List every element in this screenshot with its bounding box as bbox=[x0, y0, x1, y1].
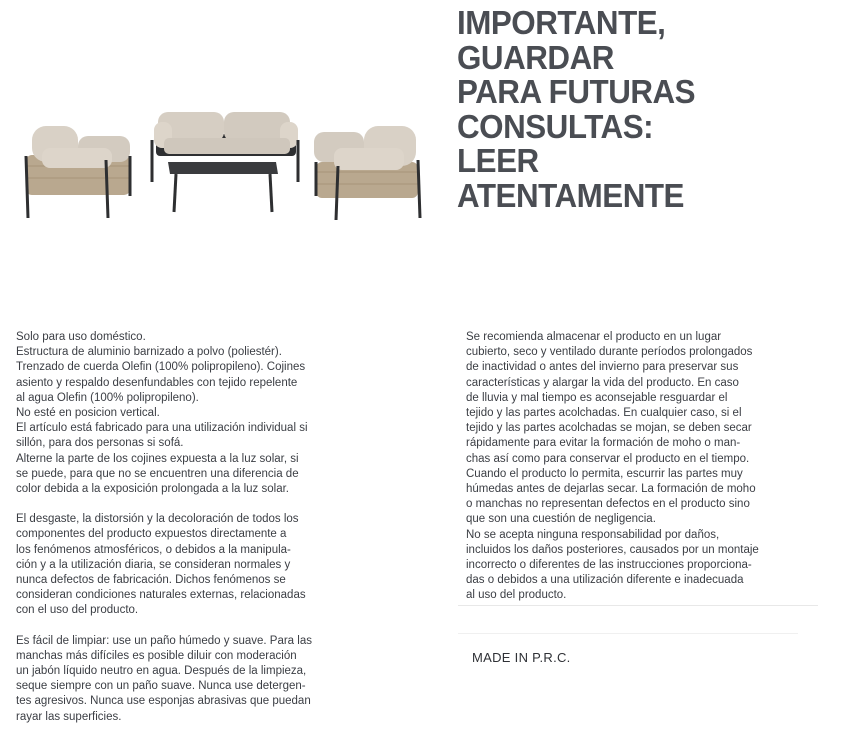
right-text-column bbox=[466, 330, 826, 604]
text-line: asiento y respaldo desenfundables con tejido repelente bbox=[16, 376, 298, 389]
text-line: húmedas antes de dejarlas secar. La formación de moho bbox=[466, 483, 756, 496]
text-line: al uso del producto. bbox=[466, 589, 567, 602]
text-line: sillón, para dos personas si sofá. bbox=[16, 437, 184, 450]
text-line: El artículo está fabricado para una utilización individual si bbox=[16, 422, 308, 435]
left-text-column bbox=[16, 330, 366, 725]
text-line: tejido y las partes acolchadas se mojan, se deben secar bbox=[466, 422, 752, 435]
text-line: se puede, para que no se encuentren una diferencia de bbox=[16, 467, 299, 480]
text-line: incorrecto o diferentes de las instrucciones proporciona- bbox=[466, 559, 752, 572]
text-line: Cuando el producto lo permita, escurrir las partes muy bbox=[466, 467, 743, 480]
furniture-set-illustration bbox=[18, 100, 428, 230]
text-line: un jabón líquido neutro en agua. Después de la limpieza, bbox=[16, 665, 307, 678]
divider bbox=[458, 605, 818, 606]
text-line: que son una cuestión de negligencia. bbox=[466, 513, 656, 526]
divider bbox=[458, 633, 798, 634]
text-line: No esté en posicion vertical. bbox=[16, 407, 160, 420]
headline bbox=[457, 6, 695, 213]
text-line: consideran condiciones naturales externas, relacionadas bbox=[16, 589, 306, 602]
headline-line: PARA FUTURAS bbox=[457, 73, 696, 110]
text-line: Se recomienda almacenar el producto en un lugar bbox=[466, 331, 722, 343]
coffee-table bbox=[168, 162, 278, 212]
text-line: rápidamente para evitar la formación de moho o man- bbox=[466, 437, 741, 450]
headline-line: LEER bbox=[457, 142, 539, 179]
text-line: manchas más difíciles es posible diluir con moderación bbox=[16, 649, 297, 662]
text-line: ción y a la utilización diaria, se consideran normales y bbox=[16, 558, 291, 571]
text-line: tes agresivos. Nunca use esponjas abrasivas que puedan bbox=[16, 695, 311, 708]
text-line: Solo para uso doméstico. bbox=[16, 331, 146, 343]
usage-paragraph bbox=[16, 330, 366, 497]
text-line: Es fácil de limpiar: use un paño húmedo y suave. Para las bbox=[16, 634, 312, 647]
text-line: nunca defectos de fabricación. Dichos fenómenos se bbox=[16, 574, 286, 587]
text-line: color debida a la exposición prolongada a la luz solar. bbox=[16, 483, 289, 496]
text-line: de inactividad o antes del invierno para preservar sus bbox=[466, 361, 739, 374]
text-line: Estructura de aluminio barnizado a polvo (poliestér). bbox=[16, 346, 282, 359]
headline-line: ATENTAMENTE bbox=[457, 176, 684, 214]
headline-line: IMPORTANTE, bbox=[457, 4, 666, 41]
text-line: cubierto, seco y ventilado durante períodos prolongados bbox=[466, 346, 753, 359]
armchair-right bbox=[314, 126, 420, 220]
text-line: El desgaste, la distorsión y la decoloración de todos los bbox=[16, 513, 299, 526]
text-line: con el uso del producto. bbox=[16, 604, 139, 617]
text-line: Alterne la parte de los cojines expuesta a la luz solar, si bbox=[16, 452, 299, 465]
text-line: los fenómenos atmosféricos, o debidos a la manipula- bbox=[16, 543, 291, 556]
text-line: componentes del producto expuestos directamente a bbox=[16, 528, 287, 541]
storage-paragraph bbox=[466, 330, 826, 604]
headline-line: CONSULTAS: bbox=[457, 107, 654, 145]
text-line: No se acepta ninguna responsabilidad por daños, bbox=[466, 528, 720, 541]
text-line: chas así como para conservar el producto en el tiempo. bbox=[466, 452, 750, 465]
text-line: das o debidos a una utilización diferente e inadecuada bbox=[466, 574, 744, 587]
text-line: al agua Olefin (100% polipropileno). bbox=[16, 391, 199, 404]
cleaning-paragraph bbox=[16, 634, 366, 725]
text-line: seque siempre con un paño suave. Nunca use detergen- bbox=[16, 680, 306, 693]
text-line: características y alargar la vida del producto. En caso bbox=[466, 376, 739, 389]
text-line: Trenzado de cuerda Olefin (100% polipropileno). Cojines bbox=[16, 361, 306, 374]
text-line: incluidos los daños posteriores, causados por un montaje bbox=[466, 543, 759, 556]
made-in-label: MADE IN P.R.C. bbox=[472, 650, 571, 665]
armchair-left bbox=[26, 126, 130, 218]
text-line: o manchas no representan defectos en el producto sino bbox=[466, 498, 750, 511]
text-line: de lluvia y mal tiempo es aconsejable resguardar el bbox=[466, 391, 728, 404]
text-line: rayar las superficies. bbox=[16, 710, 122, 723]
text-line: tejido y las partes acolchadas. En cualquier caso, si el bbox=[466, 407, 742, 420]
wear-paragraph bbox=[16, 512, 366, 618]
headline-line: GUARDAR bbox=[457, 38, 614, 76]
